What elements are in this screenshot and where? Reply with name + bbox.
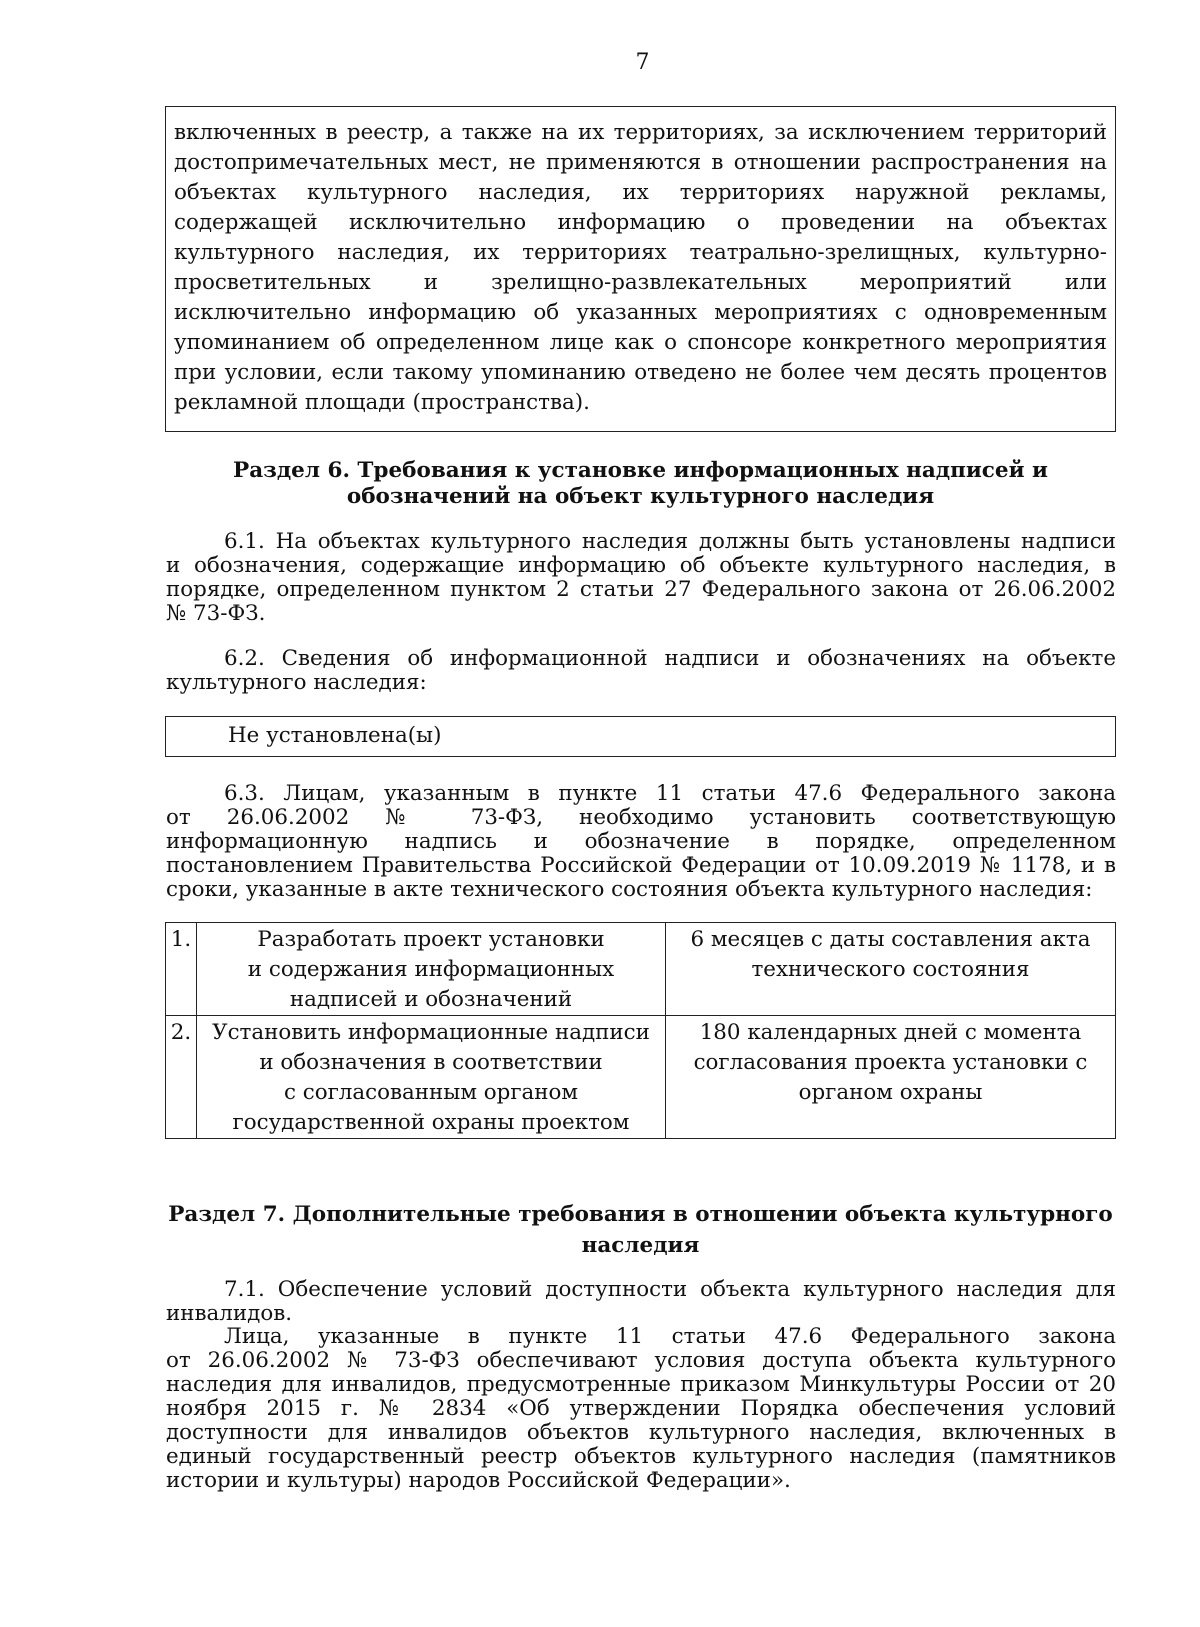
cell-line: и обозначения в соответствии bbox=[259, 1050, 603, 1075]
text-line: 7.1. Обеспечение условий доступности объекта культурного наследия для bbox=[224, 1278, 1116, 1302]
text-line: рекламной площади (пространства). bbox=[174, 390, 590, 415]
row-number: 2. bbox=[166, 1016, 197, 1139]
cell-line: государственной охраны проектом bbox=[232, 1110, 630, 1135]
text-line: исключительно информацию об указанных мероприятиях с одновременным bbox=[174, 300, 1107, 325]
paragraph-7-1-details bbox=[166, 1325, 1116, 1493]
cell-line: с согласованным органом bbox=[283, 1080, 579, 1105]
text-line: 6.1. На объектах культурного наследия должны быть установлены надписи bbox=[224, 530, 1116, 554]
text-line: информационную надпись и обозначение в порядке, определенном bbox=[166, 830, 1116, 854]
heading-line: Раздел 7. Дополнительные требования в отношении объекта культурного bbox=[168, 1202, 1113, 1227]
cell-line: органом охраны bbox=[798, 1080, 983, 1105]
heading-line: Раздел 6. Требования к установке информационных надписей и bbox=[233, 458, 1048, 483]
text-line: доступности для инвалидов объектов культурного наследия, включенных в bbox=[166, 1421, 1116, 1445]
cell-line: технического состояния bbox=[751, 957, 1030, 982]
section-6-heading bbox=[165, 458, 1116, 510]
heading-line: наследия bbox=[581, 1233, 700, 1258]
text-line: содержащей исключительно информацию о проведении на объектах bbox=[174, 210, 1107, 235]
text-line: упоминанием об определенном лице как о спонсоре конкретного мероприятия bbox=[174, 330, 1107, 355]
table-row bbox=[166, 1016, 1116, 1139]
text-line: Лица, указанные в пункте 11 статьи 47.6 Федерального закона bbox=[224, 1325, 1116, 1349]
text-line: культурного наследия, их территориях театрально-зрелищных, культурно- bbox=[174, 240, 1107, 265]
cell-line: 6 месяцев с даты составления акта bbox=[690, 927, 1091, 952]
table-row bbox=[166, 923, 1116, 1016]
cell-line: Разработать проект установки bbox=[257, 927, 605, 952]
inscription-status-box bbox=[165, 716, 1116, 757]
paragraph-7-1 bbox=[166, 1278, 1116, 1326]
text-line: и обозначения, содержащие информацию об объекте культурного наследия, в bbox=[166, 554, 1116, 578]
installation-tasks-table bbox=[165, 922, 1116, 1139]
text-line: 6.3. Лицам, указанным в пункте 11 статьи 47.6 Федерального закона bbox=[224, 782, 1116, 806]
text-line: объектах культурного наследия, их территориях наружной рекламы, bbox=[174, 180, 1107, 205]
paragraph-6-3 bbox=[166, 782, 1116, 902]
text-line: достопримечательных мест, не применяются в отношении распространения на bbox=[174, 150, 1107, 175]
section-7-heading bbox=[165, 1199, 1116, 1261]
text-line: культурного наследия: bbox=[166, 671, 427, 695]
paragraph-6-2 bbox=[166, 647, 1116, 695]
text-line: ноября 2015 г. № 2834 «Об утверждении Порядка обеспечения условий bbox=[166, 1397, 1116, 1421]
action-cell bbox=[197, 923, 666, 1016]
text-line: единый государственный реестр объектов культурного наследия (памятников bbox=[166, 1445, 1116, 1469]
cell-line: согласования проекта установки с bbox=[693, 1050, 1088, 1075]
text-line: 6.2. Сведения об информационной надписи и обозначениях на объекте bbox=[224, 647, 1116, 671]
term-cell bbox=[666, 923, 1116, 1016]
paragraph-6-1 bbox=[166, 530, 1116, 626]
cell-line: 180 календарных дней с момента bbox=[699, 1020, 1082, 1045]
text-line: инвалидов. bbox=[166, 1302, 293, 1326]
text-line: наследия для инвалидов, предусмотренные приказом Минкультуры России от 20 bbox=[166, 1373, 1116, 1397]
text-line: сроки, указанные в акте технического состояния объекта культурного наследия: bbox=[166, 878, 1093, 902]
text-line: включенных в реестр, а также на их территориях, за исключением территорий bbox=[174, 120, 1107, 145]
cell-line: и содержания информационных bbox=[247, 957, 615, 982]
page-number: 7 bbox=[635, 50, 650, 75]
heading-line: обозначений на объект культурного наследия bbox=[346, 484, 935, 509]
text-line: порядке, определенном пунктом 2 статьи 27 Федерального закона от 26.06.2002 bbox=[166, 578, 1116, 602]
text-line: № 73-ФЗ. bbox=[166, 602, 266, 626]
term-cell bbox=[666, 1016, 1116, 1139]
text-line: постановлением Правительства Российской Федерации от 10.09.2019 № 1178, и в bbox=[166, 854, 1116, 878]
text-line: просветительных и зрелищно-развлекательных мероприятий или bbox=[174, 270, 1107, 295]
cell-line: Установить информационные надписи bbox=[212, 1020, 650, 1045]
action-cell bbox=[197, 1016, 666, 1139]
inscription-status: Не установлена(ы) bbox=[228, 723, 442, 748]
text-line: истории и культуры) народов Российской Федерации». bbox=[166, 1469, 791, 1493]
intro-text-box bbox=[165, 106, 1116, 432]
cell-line: надписей и обозначений bbox=[289, 987, 573, 1012]
text-line: при условии, если такому упоминанию отведено не более чем десять процентов bbox=[174, 360, 1107, 385]
text-line: от 26.06.2002 № 73-ФЗ, необходимо установить соответствующую bbox=[166, 806, 1116, 830]
row-number: 1. bbox=[166, 923, 197, 1016]
text-line: от 26.06.2002 № 73-ФЗ обеспечивают условия доступа объекта культурного bbox=[166, 1349, 1116, 1373]
